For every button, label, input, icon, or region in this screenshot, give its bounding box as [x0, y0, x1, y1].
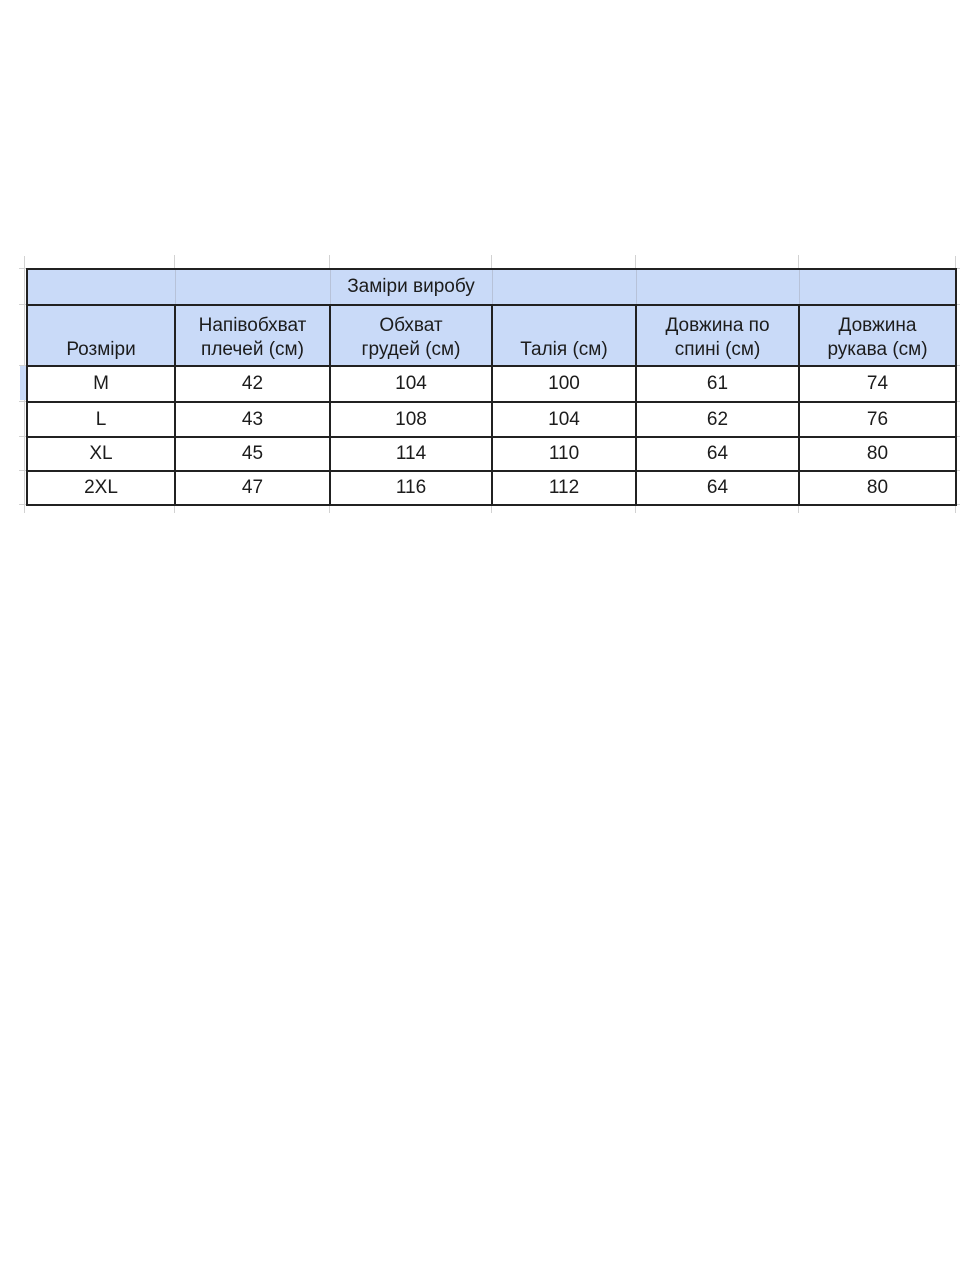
col-header-label: Довжина по — [665, 315, 770, 336]
cell-size: L — [27, 402, 175, 437]
column-header-row — [27, 305, 956, 366]
cell-value: 61 — [636, 366, 799, 402]
cell-value: 80 — [799, 471, 956, 505]
cell-size: M — [27, 366, 175, 402]
col-header-label: Довжина — [838, 315, 917, 336]
col-header-waist — [492, 305, 636, 366]
cell-value: 112 — [492, 471, 636, 505]
col-header-back-length: Довжина по спині (см) — [636, 305, 799, 366]
title-spacer-cell — [799, 269, 956, 305]
gridline-stub-left — [19, 436, 26, 437]
gridline-stub-top — [329, 255, 330, 268]
col-header-half-shoulder: Напівобхват плечей (см) — [175, 305, 330, 366]
gridline-stub-left — [19, 504, 26, 505]
size-row-2xl — [27, 471, 956, 505]
cell-value: 104 — [330, 366, 492, 402]
cell-value: 76 — [799, 402, 956, 437]
col-header-label: Обхват — [379, 315, 443, 336]
title-spacer-cell — [636, 269, 799, 305]
cell-value: 64 — [636, 437, 799, 471]
cell-value: 116 — [330, 471, 492, 505]
cell-value: 43 — [175, 402, 330, 437]
gridline-stub-top — [635, 255, 636, 268]
size-chart — [26, 268, 957, 506]
gridline-stub-top — [798, 255, 799, 268]
col-header-chest: Обхват грудей (см) — [330, 305, 492, 366]
title-spacer-cell — [175, 269, 330, 305]
size-row-m — [27, 366, 956, 402]
col-header-sleeve-length: Довжина рукава (см) — [799, 305, 956, 366]
gridline-stub-left — [19, 268, 26, 269]
cell-value: 64 — [636, 471, 799, 505]
cell-value: 45 — [175, 437, 330, 471]
col-header-label: Талія (см) — [520, 339, 608, 360]
col-header-label: Напівобхват — [198, 315, 307, 336]
gridline-stub-left — [19, 304, 26, 305]
cell-size: XL — [27, 437, 175, 471]
title-spacer-cell — [27, 269, 175, 305]
cell-value: 62 — [636, 402, 799, 437]
gridline-stub-top — [491, 255, 492, 268]
col-header-sizes — [27, 305, 175, 366]
cell-value: 104 — [492, 402, 636, 437]
gridline-stub-left — [19, 470, 26, 471]
cell-value: 80 — [799, 437, 956, 471]
cell-value: 114 — [330, 437, 492, 471]
size-chart-table — [26, 268, 957, 506]
cell-value: 42 — [175, 366, 330, 402]
cell-size: 2XL — [27, 471, 175, 505]
cell-value: 47 — [175, 471, 330, 505]
cell-value: 100 — [492, 366, 636, 402]
table-title: Заміри виробу — [330, 269, 492, 305]
cell-value: 108 — [330, 402, 492, 437]
table-title-row — [27, 269, 956, 305]
size-row-l — [27, 402, 956, 437]
gridline-stub-top — [174, 255, 175, 268]
gridline-stub-left — [19, 401, 26, 402]
col-header-label: Розміри — [66, 339, 136, 360]
size-row-xl — [27, 437, 956, 471]
cell-value: 74 — [799, 366, 956, 402]
title-spacer-cell — [492, 269, 636, 305]
cell-value: 110 — [492, 437, 636, 471]
